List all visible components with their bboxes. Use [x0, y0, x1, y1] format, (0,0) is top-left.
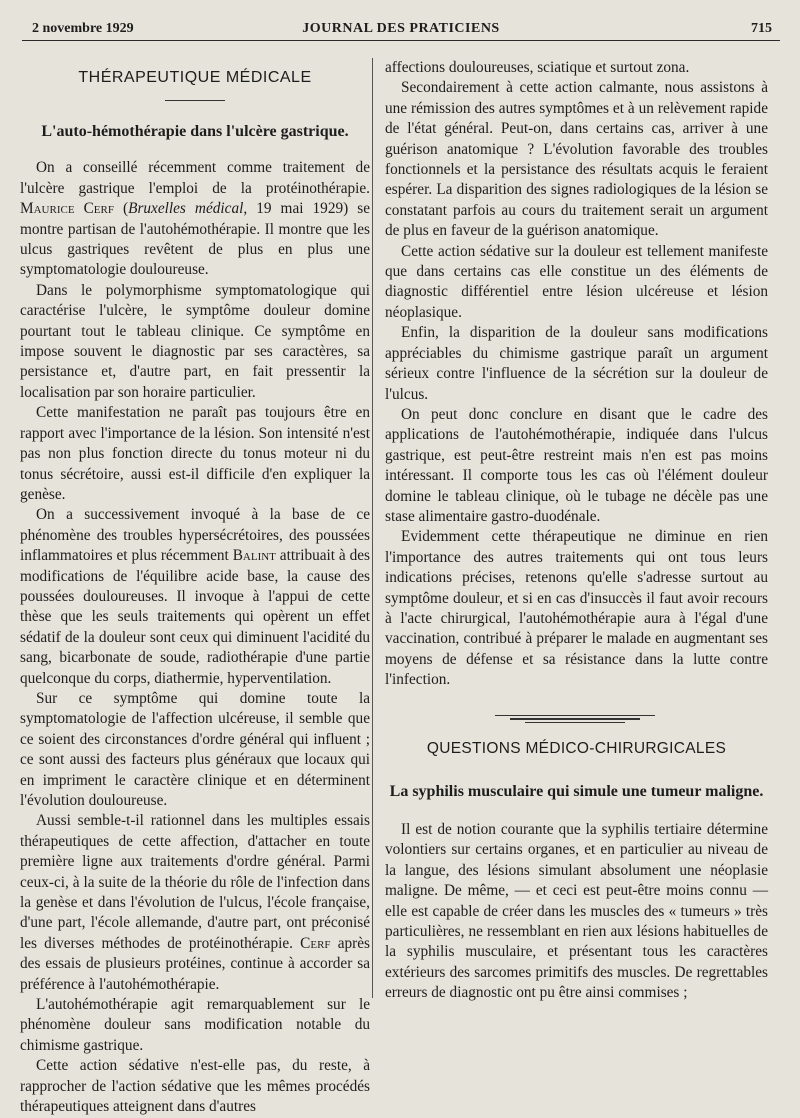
- header-page-number: 715: [751, 21, 772, 36]
- running-header: [22, 18, 780, 41]
- section-rule: [165, 100, 225, 101]
- section-title: THÉRAPEUTIQUE MÉDICALE: [78, 69, 312, 86]
- ornamental-divider: [385, 707, 768, 727]
- paragraph: Aussi semble-t-il rationnel dans les multiples essais thérapeutiques de cette affection, d'attacher en toute première ligne aux traitements d'ordre général. Parmi ceux-ci, à la suite de la théorie du rôle de l'infection dans la genèse et dans l'évolution de l'ulcus, l'école française, d'une part, l'école allemande, d'autre part, ont préconisé les diverses méthodes de protéinothérapie. Cerf après des essais de plusieurs protéines, continue à accorder sa préférence à l'autohémothérapie.: [20, 812, 370, 993]
- author-name: Balint: [232, 547, 276, 565]
- paragraph: Cette manifestation ne paraît pas toujours être en rapport avec l'importance de la lésion. Son intensité n'est pas non plus fonction directe du tonus moteur ni du tonus sécrétoire, aussi est-il difficile d'en expliquer la genèse.: [20, 404, 370, 503]
- paragraph: Cette action sédative n'est-elle pas, du reste, à rapprocher de l'action sédative que les mêmes procédés thérapeutiques atteignent dans d'autres: [20, 1057, 370, 1116]
- paragraph: L'autohémothérapie agit remarquablement sur le phénomène douleur sans modification notable du chimisme gastrique.: [20, 996, 370, 1054]
- paragraph: Evidemment cette thérapeutique ne diminue en rien l'importance des autres traitements qui ont tous leurs indications précises, retenons qu'elle s'adresse surtout au symptôme douleur, et si en cas d'insuccès il faut avoir recours à l'acte chirurgical, l'autohémothérapie aura à l'égal d'une vaccination, contribué à préparer le malade en augmentant ses moyens de défense et sa résistance dans la lutte contre l'infection.: [385, 528, 768, 689]
- article-title: La syphilis musculaire qui simule une tumeur maligne.: [389, 783, 764, 800]
- column-divider: [372, 58, 373, 998]
- paragraph: Sur ce symptôme qui domine toute la symptomatologie de l'affection ulcéreuse, il semble que ce soient des circonstances d'ordre général qui influent ; ce sont aussi des facteurs plus généraux que locaux qui en impriment le caractère clinique et en déterminent l'évolution douloureuse.: [20, 689, 370, 809]
- paragraph: Cette action sédative sur la douleur est tellement manifeste que dans certains cas elle constitue un des éléments de diagnostic différentiel entre lésion ulcéreuse et lésion néoplasique.: [385, 242, 768, 321]
- paragraph: affections douloureuses, sciatique et surtout zona.: [385, 59, 690, 76]
- paragraph: Enfin, la disparition de la douleur sans modifications appréciables du chimisme gastrique paraît un argument sérieux contre l'influence de la sécrétion sur la douleur de l'ulcus.: [385, 324, 768, 403]
- paragraph: Secondairement à cette action calmante, nous assistons à une rémission des autres symptômes et à un relèvement rapide de l'état général. Peut-on, dans certains cas, arriver à une guérison anatomique ? L'évolution favorable des troubles fonctionnels et la persistance des résultats acquis le feraient espérer. La disparition des signes radiologiques de la lésion se constatant parfois au cours du traitement serait un argument de plus en faveur de la guérison anatomique.: [385, 79, 768, 240]
- paragraph: On peut donc conclure en disant que le cadre des applications de l'autohémothérapie, indiquée dans l'ulcus gastrique, est peut-être restreint mais n'en est pas moins intéressant. Il comporte tous les cas où l'élément douleur domine le tableau clinique, où le tubage ne décèle pas une stase alimentaire gastro-duodénale.: [385, 405, 768, 525]
- author-name: Cerf: [300, 934, 331, 952]
- author-name: Maurice Cerf: [20, 200, 114, 218]
- paragraph: Dans le polymorphisme symptomatologique qui caractérise l'ulcère, le symptôme douleur domine pourtant tout le tableau clinique. Ce symptôme en impose souvent le diagnostic par ses caractères, sa persistance et, d'autre part, en fait pressentir la localisation par son horaire particulier.: [20, 281, 370, 401]
- paragraph: On a conseillé récemment comme traitement de l'ulcère gastrique l'emploi de la protéinothérapie. Maurice Cerf (Bruxelles médical, 19 mai 1929) se montre partisan de l'autohémothérapie. Il montre que les ulcus gastriques revêtent de plus en plus une symptomatologie douloureuse.: [20, 159, 370, 279]
- header-journal-title: JOURNAL DES PRATICIENS: [302, 21, 500, 36]
- journal-name: Bruxelles médical: [128, 200, 244, 218]
- article-title: L'auto-hémothérapie dans l'ulcère gastrique.: [41, 123, 349, 141]
- right-column: [385, 58, 768, 1004]
- left-column: [20, 58, 370, 1118]
- section-title: QUESTIONS MÉDICO-CHIRURGICALES: [426, 739, 727, 757]
- header-date: 2 novembre 1929: [32, 21, 134, 36]
- paragraph: On a successivement invoqué à la base de ce phénomène des troubles hypersécrétoires, des poussées inflammatoires et plus récemment Balint attribuait à des modifications de l'équilibre acide base, la cause des poussées douloureuses. Il invoque à l'appui de cette thèse que les seuls traitements qui opèrent un effet sédatif de la douleur sont ceux qui diminuent l'acidité du sang, bicarbonate de soude, radiothérapie d'une partie quelconque du corps, diathermie, hyperventilation.: [20, 506, 371, 687]
- paragraph: Il est de notion courante que la syphilis tertiaire détermine volontiers sur certains organes, et en particulier au niveau de la langue, des lésions simulant absolument une néoplasie maligne. De même, — et ceci est peut-être moins connu — elle est capable de créer dans les muscles des « tumeurs » très particulières, ne ressemblant en rien aux lésions habituelles de la syphilis musculaire, et présentant tous les caractères extérieurs des sarcomes primitifs des muscles. De regrettables erreurs de diagnostic ont pu être ainsi commises ;: [385, 821, 768, 1002]
